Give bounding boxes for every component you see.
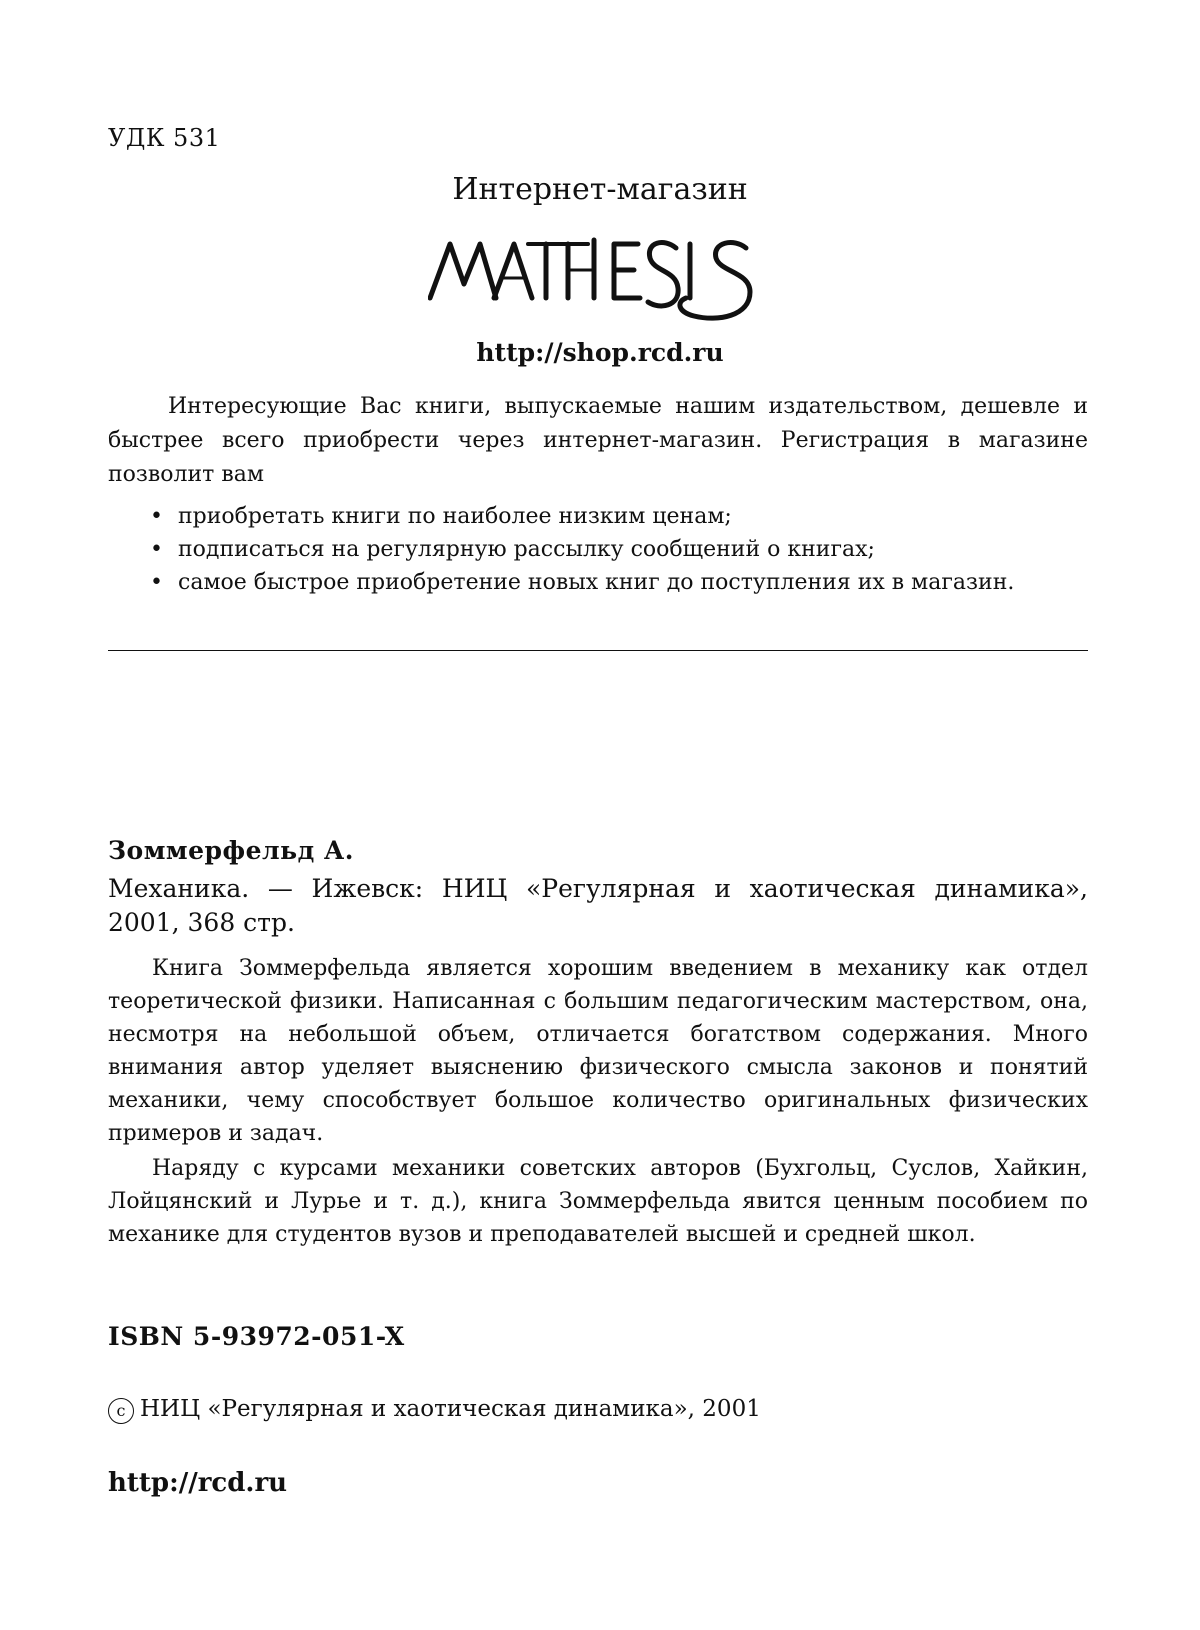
annotation-paragraph: Книга Зоммерфельда является хорошим введением в механику как отдел теоретической физики. Написанная с большим педагогическим мастерством, она, несмотря на небольшой объем, отличается богатством содержания. Много внимания автор уделяет выяснению физического смысла законов и понятий механики, чему способствует большое количество оригинальных физических примеров и задач. xyxy=(108,956,1088,1146)
horizontal-rule xyxy=(108,650,1088,651)
copyright-text: НИЦ «Регулярная и хаотическая динамика», 2001 xyxy=(140,1396,761,1422)
benefit-item: • подписаться на регулярную рассылку сообщений о книгах; xyxy=(150,533,1090,566)
copyright-icon: c xyxy=(108,1398,134,1424)
shop-title: Интернет-магазин xyxy=(452,172,748,207)
book-author: Зоммерфельд А. xyxy=(108,836,355,865)
isbn-number: ISBN 5-93972-051-X xyxy=(108,1322,405,1351)
annotation-paragraph: Наряду с курсами механики советских авторов (Бухгольц, Суслов, Хайкин, Лойцянский и Лурье и т. д.), книга Зоммерфельда явится ценным пособием по механике для студентов вузов и преподавателей высшей и средней школ. xyxy=(108,1156,1088,1247)
benefits-list xyxy=(150,500,1090,599)
mathesis-logo xyxy=(428,232,768,324)
udk-code: УДК 531 xyxy=(108,124,221,152)
benefit-item: • самое быстрое приобретение новых книг до поступления их в магазин. xyxy=(150,566,1090,599)
benefit-item: • приобретать книги по наиболее низким ценам; xyxy=(150,500,1090,533)
publisher-url-link[interactable]: http://rcd.ru xyxy=(108,1468,288,1498)
bibliographic-record: Механика. — Ижевск: НИЦ «Регулярная и хаотическая динамика», 2001, 368 стр. xyxy=(108,874,1088,937)
intro-paragraph: Интересующие Вас книги, выпускаемые нашим издательством, дешевле и быстрее всего приобрести через интернет-магазин. Регистрация в магазине позволит вам xyxy=(108,394,1088,487)
shop-url-link[interactable]: http://shop.rcd.ru xyxy=(476,338,724,367)
copyright-line xyxy=(108,1396,761,1424)
book-annotation xyxy=(108,952,1088,1253)
